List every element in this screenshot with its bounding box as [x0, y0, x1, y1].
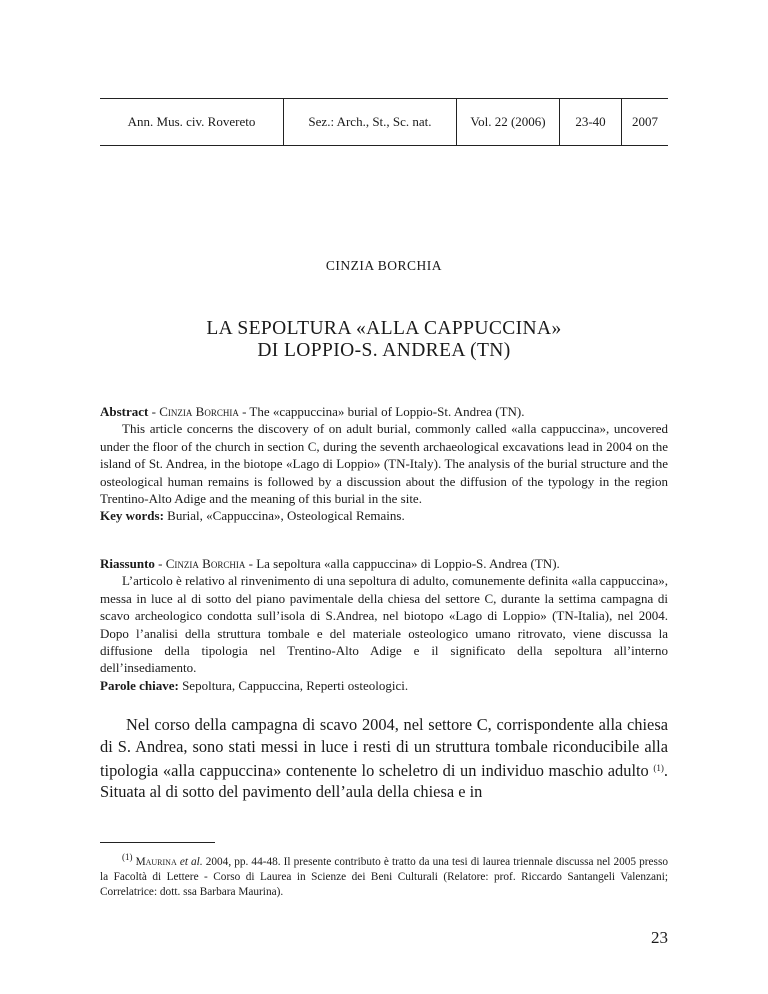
- riassunto-heading: Riassunto - Cinzia Borchia - La sepoltura «alla cappuccina» di Loppio-S. Andrea (TN).: [100, 556, 560, 571]
- header-volume: Vol. 22 (2006): [456, 99, 559, 145]
- abstract-label: Abstract: [100, 404, 149, 419]
- abstract-author: Cinzia Borchia: [159, 404, 239, 419]
- abstract-title: - The «cappuccina» burial of Loppio-St. Andrea (TN).: [238, 404, 525, 419]
- body-paragraph: Nel corso della campagna di scavo 2004, nel settore C, corrispondente alla chiesa di S. Andrea, sono stati messi in luce i resti di un struttura tombale riconducibile alla tipologia «alla cappuccina» contenente lo scheletro di un individuo maschio adulto $^{(1)}$. Situata al di sotto del pavimento dell’aula della chiesa e in: [100, 715, 668, 802]
- footnote-ref: (1): [653, 762, 664, 773]
- footnote-separator: [100, 842, 215, 843]
- parole-chiave-label: Parole chiave:: [100, 677, 179, 693]
- abstract-text: This article concerns the discovery of on adult burial, commonly called «alla cappuccina», uncovered under the floor of the church in section C, during the seventh archaeological excavations lead in 2004 on the island of St. Andrea, in the biotope «Lago di Loppio» (TN-Italy). The analysis of the burial structure and the osteological human remains is followed by a discussion about the diffusion of the typology in the region Trentino-Alto Adige and the meaning of this burial in the site.: [100, 421, 668, 507]
- riassunto-title: - La sepoltura «alla cappuccina» di Loppio-S. Andrea (TN).: [245, 556, 560, 571]
- page-number: 23: [651, 928, 668, 947]
- header-year: 2007: [621, 99, 668, 145]
- parole-chiave-value: Sepoltura, Cappuccina, Reperti osteologici.: [178, 677, 409, 693]
- keywords-value: Burial, «Cappuccina», Osteological Remains.: [163, 508, 405, 524]
- footnote-etal: et al.: [179, 856, 203, 868]
- header-journal: Ann. Mus. civ. Rovereto: [127, 114, 256, 129]
- riassunto-label: Riassunto: [100, 556, 155, 571]
- footnote-marker: (1): [122, 852, 133, 862]
- footnote: [100, 850, 668, 901]
- title-line-2: DI LOPPIO-S. ANDREA (TN): [257, 340, 511, 361]
- keywords-label: Key words:: [100, 508, 164, 524]
- riassunto-text: L’articolo è relativo al rinvenimento di una sepoltura di adulto, comunemente definita «alla cappuccina», messa in luce al di sotto del piano pavimentale della chiesa del settore C, durante la settima campagna di scavo archeologico condotta sull’isola di S.Andrea, nel biotopo «Lago di Loppio» (TN-Italia), nel 2004. Dopo l’analisi della struttura tombale e del materiale osteologico umano ritrovato, viene discussa la diffusione della tipologia nel Trentino-Alto Adige e il significato della sepoltura all’interno dell’insediamento.: [100, 573, 668, 676]
- footnote-text: 2004, pp. 44-48. Il presente contributo è tratto da una tesi di laurea triennale discussa nel 2005 presso la Facoltà di Lettere - Corso di Laurea in Scienze dei Beni Culturali (Relatore: prof. Riccardo Santangeli Valenzani; Correlatrice: dott. ssa Barbara Maurina).: [100, 856, 668, 899]
- article-author: CINZIA BORCHIA: [325, 258, 443, 273]
- footnote-author: Maurina: [135, 856, 177, 868]
- header-section: Sez.: Arch., St., Sc. nat.: [283, 99, 456, 145]
- article-title: [0, 318, 768, 362]
- riassunto-keywords: [100, 677, 668, 694]
- riassunto-author: Cinzia Borchia: [165, 556, 246, 571]
- journal-header-table: [100, 98, 668, 146]
- header-pages: 23-40: [559, 99, 621, 145]
- abstract-keywords: [100, 507, 668, 524]
- abstract-block: [100, 403, 668, 525]
- riassunto-block: [100, 555, 668, 694]
- abstract-heading: Abstract - Cinzia Borchia - The «cappuccina» burial of Loppio-St. Andrea (TN).: [100, 404, 525, 419]
- title-line-1: LA SEPOLTURA «ALLA CAPPUCCINA»: [206, 318, 562, 339]
